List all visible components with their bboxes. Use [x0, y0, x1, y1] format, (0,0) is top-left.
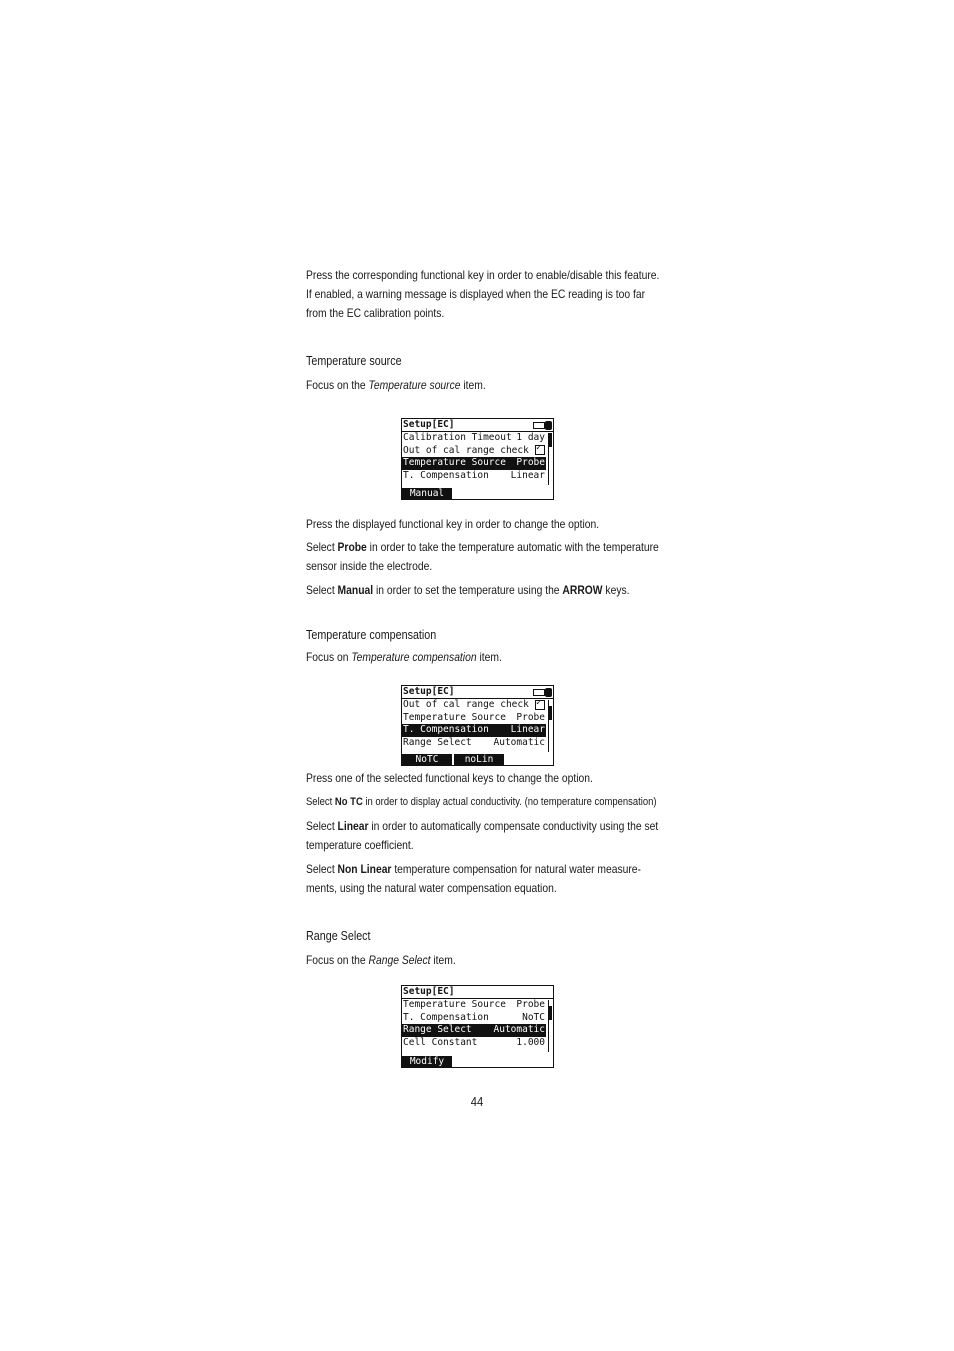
battery-icon	[533, 421, 551, 429]
temperature-compensation-focus: Focus on Temperature compensation item.	[306, 650, 502, 664]
battery-icon	[533, 688, 551, 696]
temperature-source-p1: Press the displayed functional key in order to change the option.	[306, 517, 600, 531]
nolin-key[interactable]: noLin	[454, 754, 504, 765]
lcd-row: Cell Constant 1.000	[403, 1036, 545, 1048]
intro-line-3: from the EC calibration points.	[306, 306, 445, 320]
temperature-compensation-p4-line2: ments, using the natural water compensation equation.	[306, 881, 557, 895]
temperature-source-focus: Focus on the Temperature source item.	[306, 378, 486, 392]
lcd-row: T. Compensation Linear	[403, 469, 545, 481]
lcd-screen-temperature-compensation	[401, 685, 554, 766]
lcd-screen-temperature-source	[401, 418, 554, 500]
scrollbar-thumb	[549, 706, 552, 720]
lcd-row-selected: T. Compensation Linear	[403, 724, 545, 735]
scrollbar-thumb	[549, 433, 552, 447]
notc-key[interactable]: NoTC	[402, 754, 452, 765]
checkbox-checked-icon	[535, 700, 545, 710]
temperature-compensation-p2: Select No TC in order to display actual conductivity. (no temperature compensation)	[306, 796, 657, 808]
temperature-source-p2-line2: sensor inside the electrode.	[306, 559, 433, 573]
scrollbar-thumb	[549, 1006, 552, 1020]
function-keys	[402, 488, 553, 499]
modify-key[interactable]: Modify	[402, 1056, 452, 1067]
page-number: 44	[470, 1094, 484, 1109]
lcd-row: Calibration Timeout 1 day	[403, 432, 545, 443]
range-select-focus: Focus on the Range Select item.	[306, 953, 456, 967]
intro-line-1: Press the corresponding functional key in order to enable/disable this feature.	[306, 268, 660, 282]
lcd-row: Temperature Source Probe	[403, 999, 545, 1010]
temperature-compensation-p3: Select Linear in order to automatically compensate conductivity using the set	[306, 819, 659, 833]
temperature-source-p3: Select Manual in order to set the temperature using the ARROW keys.	[306, 583, 630, 597]
function-keys	[402, 1056, 553, 1067]
lcd-row: Temperature Source Probe	[403, 711, 545, 723]
temperature-source-p2: Select Probe in order to take the temperature automatic with the temperature	[306, 540, 659, 554]
lcd-row: Out of cal range check ✓	[402, 699, 546, 712]
temperature-compensation-p4: Select Non Linear temperature compensation for natural water measure-	[306, 862, 641, 876]
intro-line-2: If enabled, a warning message is displayed when the EC reading is too far	[306, 287, 646, 301]
temperature-source-heading: Temperature source	[306, 354, 402, 368]
temperature-compensation-p1: Press one of the selected functional keys to change the option.	[306, 771, 593, 785]
lcd-screen-range-select	[401, 985, 554, 1068]
temperature-compensation-heading: Temperature compensation	[306, 628, 437, 642]
function-keys	[402, 754, 553, 765]
lcd-row-selected: Temperature Source Probe	[403, 457, 545, 468]
lcd-title: Setup[EC]	[402, 419, 553, 432]
lcd-row: T. Compensation NoTC	[403, 1011, 545, 1023]
lcd-row-selected: Range Select Automatic	[403, 1024, 545, 1035]
lcd-title: Setup[EC]	[402, 986, 553, 999]
checkbox-checked-icon	[535, 445, 545, 455]
lcd-title: Setup[EC]	[402, 686, 553, 699]
range-select-heading: Range Select	[306, 929, 371, 943]
lcd-row: Range Select Automatic	[403, 736, 545, 748]
lcd-row: Out of cal range check ✓	[402, 445, 546, 458]
manual-key[interactable]: Manual	[402, 488, 452, 499]
temperature-compensation-p3-line2: temperature coefficient.	[306, 838, 414, 852]
